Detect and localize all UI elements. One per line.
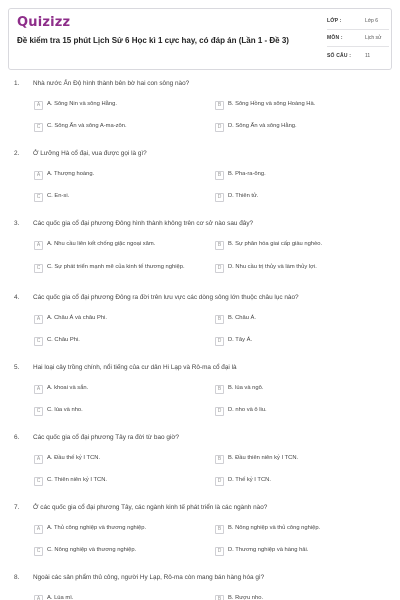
option-letter: C xyxy=(34,337,43,346)
option-text: B. Rượu nho. xyxy=(228,595,264,600)
question-text: Ở Lưỡng Hà cổ đại, vua được gọi là gì? xyxy=(33,150,147,157)
option-text: A. Sông Nin và sông Hằng. xyxy=(47,101,117,108)
option-text: A. Thượng hoàng. xyxy=(47,171,95,178)
option-a[interactable] xyxy=(34,522,146,536)
option-b[interactable] xyxy=(215,98,315,112)
option-c[interactable] xyxy=(34,404,83,418)
option-text: B. Đầu thiên niên kỷ I TCN. xyxy=(228,455,299,462)
option-d[interactable] xyxy=(215,404,267,418)
option-b[interactable] xyxy=(215,238,322,252)
option-text: C. Nông nghiệp và thương nghiệp. xyxy=(47,547,137,554)
option-b[interactable] xyxy=(215,452,298,466)
option-text: C. En-si. xyxy=(47,193,70,200)
option-text: D. Tây Á. xyxy=(228,337,253,344)
question-head xyxy=(14,80,373,87)
option-letter: A xyxy=(34,241,43,250)
option-text: A. Châu Á và châu Phi. xyxy=(47,315,107,322)
option-letter: C xyxy=(34,193,43,202)
option-letter: C xyxy=(34,264,43,273)
option-text: B. Châu Á. xyxy=(228,315,257,322)
question-number: 2. xyxy=(14,150,20,157)
option-letter: B xyxy=(215,241,224,250)
option-a[interactable] xyxy=(34,382,88,396)
option-text: C. Châu Phi. xyxy=(47,337,80,344)
quiz-meta xyxy=(327,13,389,64)
option-c[interactable] xyxy=(34,120,127,134)
option-letter: D xyxy=(215,193,224,202)
option-text: D. Thương nghiệp và hàng hải. xyxy=(228,547,309,554)
option-text: D. Thiên tử. xyxy=(228,193,259,200)
option-d[interactable] xyxy=(215,334,252,348)
question-text: Hai loại cây trồng chính, nổi tiếng của cư dân Hi Lạp và Rô-ma cổ đại là xyxy=(33,364,237,371)
option-c[interactable] xyxy=(34,334,80,348)
question-head xyxy=(14,574,373,581)
option-text: D. Sông Ấn và sông Hằng. xyxy=(228,123,297,130)
option-letter: C xyxy=(34,407,43,416)
option-letter: B xyxy=(215,171,224,180)
option-text: D. nho và ô liu. xyxy=(228,407,267,414)
option-c[interactable] xyxy=(34,190,69,204)
meta-label: LỚP : xyxy=(327,18,342,24)
option-letter: B xyxy=(215,525,224,534)
option-a[interactable] xyxy=(34,98,117,112)
option-c[interactable] xyxy=(34,474,107,488)
question-head xyxy=(14,150,373,157)
option-b[interactable] xyxy=(215,312,256,326)
option-b[interactable] xyxy=(215,522,320,536)
question-number: 8. xyxy=(14,574,20,581)
meta-label: MÔN : xyxy=(327,35,343,41)
option-letter: A xyxy=(34,171,43,180)
option-letter: D xyxy=(215,477,224,486)
question-text: Các quốc gia cổ đại phương Tây ra đời từ bao giờ? xyxy=(33,434,180,441)
option-d[interactable] xyxy=(215,544,308,558)
option-text: C. lúa và nho. xyxy=(47,407,83,414)
option-letter: B xyxy=(215,595,224,600)
option-text: B. lúa và ngô. xyxy=(228,385,264,392)
option-text: A. Lúa mì. xyxy=(47,595,74,600)
option-text: B. Sông Hồng và sông Hoàng Hà. xyxy=(228,101,316,108)
option-letter: A xyxy=(34,101,43,110)
meta-value: Lớp 6 xyxy=(365,18,379,24)
option-text: D. Thế kỷ I TCN. xyxy=(228,477,271,484)
option-text: A. Thủ công nghiệp và thương nghiệp. xyxy=(47,525,147,532)
option-letter: B xyxy=(215,101,224,110)
page-title: Đề kiểm tra 15 phút Lịch Sử 6 Học kì 1 cực hay, có đáp án (Lần 1 - Đề 3) xyxy=(17,36,289,45)
meta-subject xyxy=(327,30,389,47)
meta-question-count xyxy=(327,47,389,64)
option-a[interactable] xyxy=(34,592,73,600)
option-c[interactable] xyxy=(34,258,204,278)
option-text: B. Sự phân hóa giai cấp giàu nghèo. xyxy=(228,241,323,248)
option-a[interactable] xyxy=(34,452,100,466)
question-head xyxy=(14,504,373,511)
option-letter: C xyxy=(34,477,43,486)
option-text: C. Thiên niên kỷ I TCN. xyxy=(47,477,108,484)
option-text: A. khoai và sắn. xyxy=(47,385,89,392)
option-text: A. Nhu cầu liên kết chống giặc ngoại xâm. xyxy=(47,241,156,248)
question-text: Ở các quốc gia cổ đại phương Tây, các ngành kinh tế phát triển là các ngành nào? xyxy=(33,504,268,511)
option-d[interactable] xyxy=(215,190,259,204)
option-text: B. Nông nghiệp và thủ công nghiệp. xyxy=(228,525,321,532)
option-letter: D xyxy=(215,407,224,416)
option-b[interactable] xyxy=(215,168,266,182)
option-letter: C xyxy=(34,123,43,132)
meta-class xyxy=(327,13,389,30)
quiz-header xyxy=(8,8,392,70)
option-d[interactable] xyxy=(215,261,317,275)
question-number: 5. xyxy=(14,364,20,371)
question-text: Các quốc gia cổ đại phương Đông hình thành không trên cơ sở nào sau đây? xyxy=(33,220,254,227)
option-letter: B xyxy=(215,455,224,464)
option-text: C. Sông Ấn và sông A-ma-zôn. xyxy=(47,123,127,130)
option-letter: D xyxy=(215,123,224,132)
option-b[interactable] xyxy=(215,382,263,396)
option-a[interactable] xyxy=(34,238,155,252)
meta-value: 11 xyxy=(365,52,371,59)
option-letter: B xyxy=(215,315,224,324)
question-text: Các quốc gia cổ đại phương Đông ra đời trên lưu vực các dòng sông lớn thuộc châu lục nào? xyxy=(33,294,299,301)
question-head xyxy=(14,364,373,371)
option-a[interactable] xyxy=(34,312,107,326)
option-letter: A xyxy=(34,385,43,394)
meta-label: SỐ CÂU : xyxy=(327,52,352,59)
quizizz-logo[interactable]: Quizizz xyxy=(17,15,71,30)
option-d[interactable] xyxy=(215,474,271,488)
option-text: C. Sự phát triển mạnh mẽ của kinh tế thương nghiệp. xyxy=(47,264,185,271)
option-text: A. Đầu thế kỷ I TCN. xyxy=(47,455,101,462)
question-head xyxy=(14,434,373,441)
question-head xyxy=(14,294,373,301)
question-number: 3. xyxy=(14,220,20,227)
question-number: 1. xyxy=(14,80,20,87)
option-d[interactable] xyxy=(215,120,297,134)
option-letter: D xyxy=(215,547,224,556)
option-text: D. Nhu cầu trị thủy và làm thủy lợi. xyxy=(228,264,317,271)
option-letter: D xyxy=(215,264,224,273)
option-letter: A xyxy=(34,455,43,464)
option-c[interactable] xyxy=(34,544,136,558)
option-letter: C xyxy=(34,547,43,556)
option-letter: B xyxy=(215,385,224,394)
question-number: 6. xyxy=(14,434,20,441)
option-a[interactable] xyxy=(34,168,94,182)
option-letter: A xyxy=(34,595,43,600)
option-letter: A xyxy=(34,315,43,324)
option-text: B. Pha-ra-ông. xyxy=(228,171,266,178)
meta-value: Lịch sử xyxy=(365,35,382,41)
option-letter: D xyxy=(215,337,224,346)
option-letter: A xyxy=(34,525,43,534)
question-text: Ngoài các sản phẩm thủ công, người Hy Lạp, Rô-ma còn mang bán hàng hóa gì? xyxy=(33,574,265,581)
question-head xyxy=(14,220,373,227)
option-b[interactable] xyxy=(215,592,263,600)
question-text: Nhà nước Ấn Độ hình thành bên bờ hai con sông nào? xyxy=(33,80,190,87)
question-number: 7. xyxy=(14,504,20,511)
question-number: 4. xyxy=(14,294,20,301)
